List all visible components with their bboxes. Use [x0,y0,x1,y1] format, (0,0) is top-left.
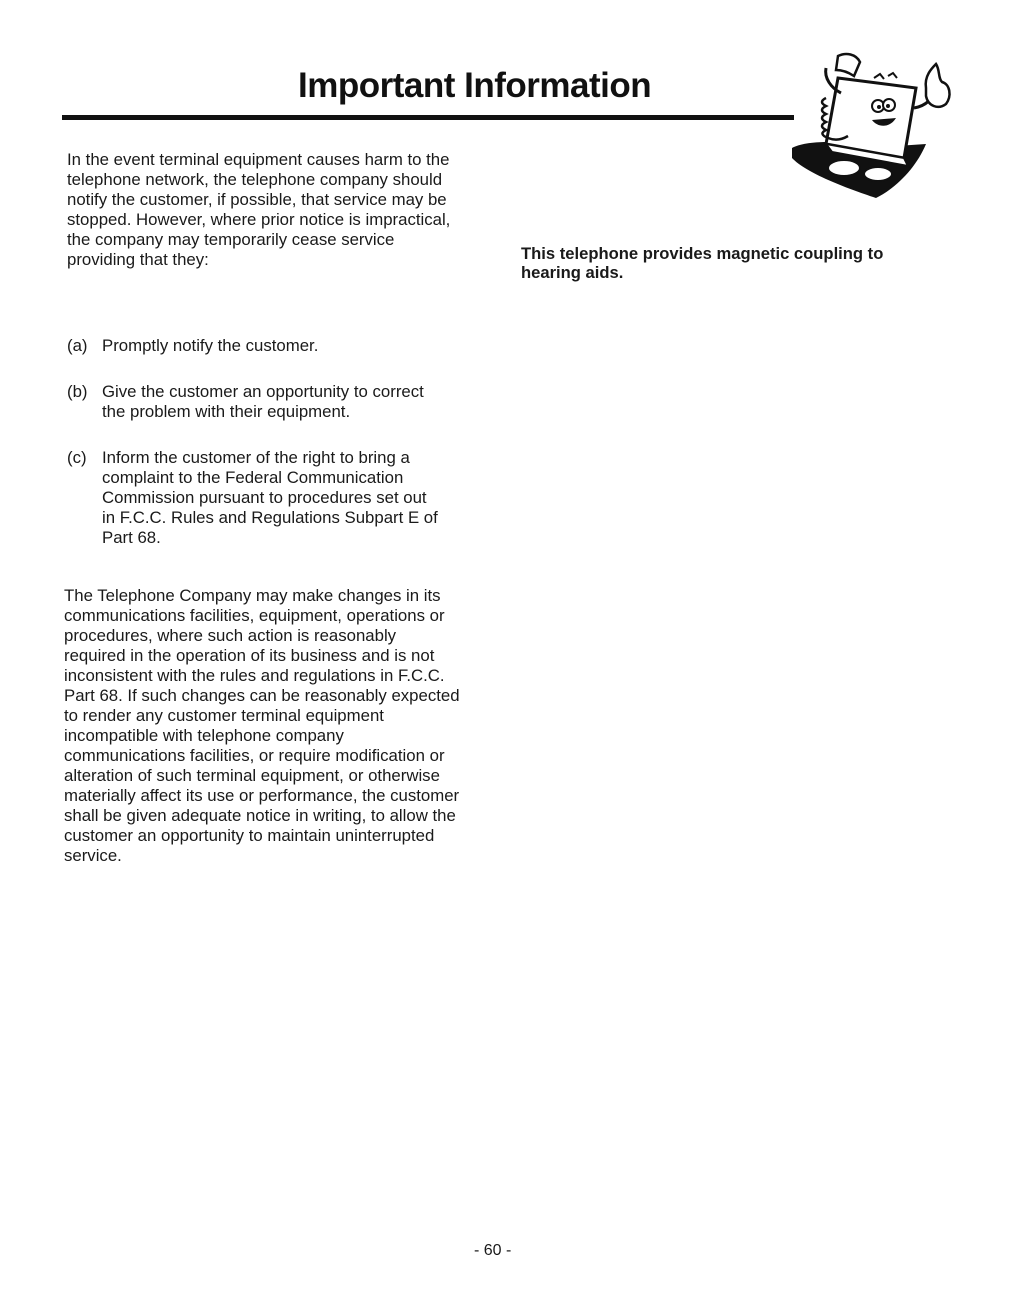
conditions-list [67,336,467,574]
telephone-book-mascot-icon [786,48,958,204]
list-item-text: Promptly notify the customer. [102,336,319,355]
page-title: Important Information [298,66,652,105]
list-item [67,382,467,422]
list-item-text: Give the customer an opportunity to correct the problem with their equipment. [102,382,424,421]
title-underline [62,115,794,120]
list-item [67,336,467,356]
intro-paragraph: In the event terminal equipment causes harm to the telephone network, the telephone company should notify the customer, if possible, that service may be stopped. However, where prior notice is impractical, the company may temporarily cease service providing that they: [67,150,451,269]
page-number: - 60 - [474,1242,512,1259]
list-marker: (b) [67,382,88,401]
changes-paragraph: The Telephone Company may make changes in its communications facilities, equipment, operations or procedures, where such action is reasonably required in the operation of its business and is not inconsistent with the rules and regulations in F.C.C. Part 68. If such changes can be reasonably expected to render any customer terminal equipment incompatible with telephone company communications facilities, or require modification or alteration of such terminal equipment, or otherwise materially affect its use or performance, the customer shall be given adequate notice in writing, to allow the customer an opportunity to maintain uninterrupted service. [64,586,460,865]
list-marker: (a) [67,336,88,355]
list-item-text: Inform the customer of the right to bring a complaint to the Federal Communication Commission pursuant to procedures set out in F.C.C. Rules and Regulations Subpart E of Part 68. [102,448,438,547]
list-marker: (c) [67,448,87,467]
list-item [67,448,467,548]
hearing-aid-note: This telephone provides magnetic coupling to hearing aids. [521,244,884,282]
